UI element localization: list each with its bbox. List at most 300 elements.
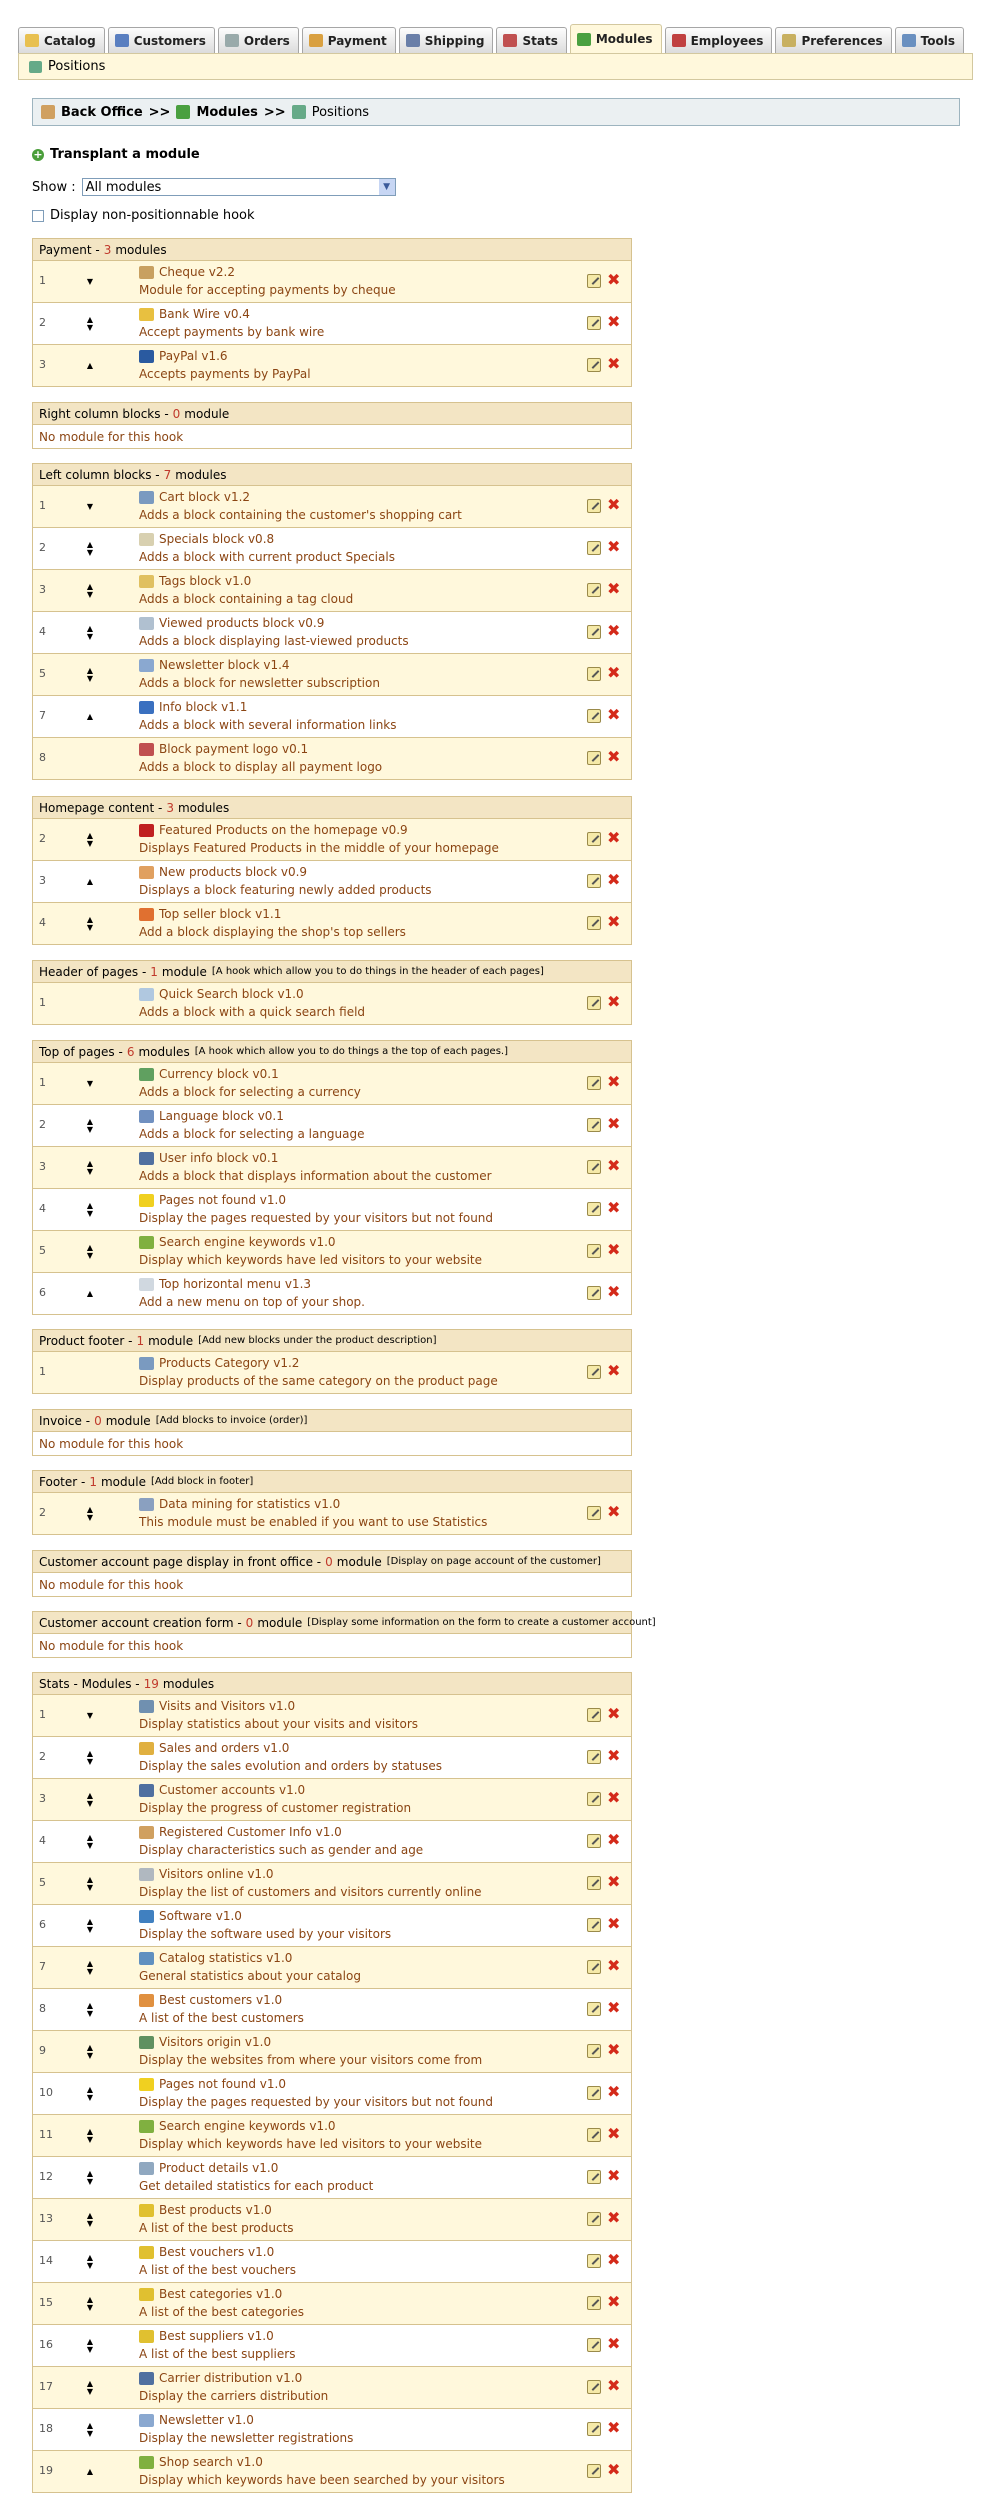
- tab-preferences[interactable]: [775, 27, 891, 53]
- module-row: [32, 2199, 632, 2241]
- tab-label: Customers: [133, 33, 206, 48]
- module-description: Adds a block that displays information about the customer: [139, 1169, 492, 1183]
- delete-icon[interactable]: ✖: [607, 2418, 621, 2437]
- edit-icon[interactable]: [587, 541, 601, 555]
- transplant-link[interactable]: [32, 147, 200, 162]
- move-down-icon[interactable]: ▼: [86, 1925, 94, 1934]
- move-up-icon[interactable]: ▲: [86, 1159, 94, 1168]
- move-up-icon[interactable]: ▲: [86, 831, 94, 840]
- module-row: [32, 2409, 632, 2451]
- move-arrows: [84, 2250, 96, 2274]
- move-down-icon[interactable]: ▼: [86, 2009, 94, 2018]
- edit-icon[interactable]: [587, 2338, 601, 2352]
- module-description: Adds a block with several information links: [139, 718, 397, 732]
- module-row: [32, 2031, 632, 2073]
- module-row: [32, 696, 632, 738]
- module-position: 8: [39, 2002, 46, 2015]
- visits-icon: [139, 1700, 154, 1713]
- bestsuppliers-icon: [139, 2330, 154, 2343]
- edit-icon[interactable]: [587, 1286, 601, 1300]
- delete-icon[interactable]: ✖: [607, 579, 621, 598]
- delete-icon[interactable]: ✖: [607, 270, 621, 289]
- move-up-icon[interactable]: ▲: [86, 315, 94, 324]
- move-up-icon[interactable]: ▲: [86, 1791, 94, 1800]
- move-arrows: [84, 1502, 96, 1526]
- edit-icon[interactable]: [587, 2212, 601, 2226]
- module-row: [32, 861, 632, 903]
- preferences-icon: [782, 34, 796, 47]
- payment-icon: [309, 34, 323, 47]
- module-name: Data mining for statistics v1.0: [159, 1497, 341, 1511]
- edit-icon[interactable]: [587, 874, 601, 888]
- hook-title-separator: -: [124, 1333, 133, 1348]
- move-down-icon[interactable]: ▼: [86, 2261, 94, 2270]
- tab-payment[interactable]: [302, 27, 396, 53]
- delete-icon[interactable]: ✖: [607, 2208, 621, 2227]
- move-arrows: [84, 1914, 96, 1938]
- edit-icon[interactable]: [587, 1506, 601, 1520]
- move-down-icon[interactable]: ▼: [86, 277, 94, 286]
- hook-section: [32, 1550, 632, 1597]
- move-down-icon[interactable]: ▼: [86, 2345, 94, 2354]
- move-up-icon[interactable]: ▲: [86, 1833, 94, 1842]
- edit-icon[interactable]: [587, 358, 601, 372]
- hook-module-count: 1: [150, 964, 158, 979]
- cart-icon: [139, 491, 154, 504]
- hook-description: [Add blocks to invoice (order)]: [155, 1415, 308, 1426]
- delete-icon[interactable]: ✖: [607, 747, 621, 766]
- tab-stats[interactable]: [496, 27, 566, 53]
- module-position: 1: [39, 499, 46, 512]
- move-down-icon[interactable]: ▼: [86, 1799, 94, 1808]
- delete-icon[interactable]: ✖: [607, 870, 621, 889]
- module-position: 5: [39, 1244, 46, 1257]
- move-down-icon[interactable]: ▼: [86, 839, 94, 848]
- module-name: Pages not found v1.0: [159, 2077, 286, 2091]
- move-down-icon[interactable]: ▼: [86, 2219, 94, 2228]
- move-up-icon[interactable]: ▲: [86, 1289, 94, 1298]
- move-arrows: [84, 2418, 96, 2442]
- move-up-icon[interactable]: ▲: [86, 712, 94, 721]
- delete-icon[interactable]: ✖: [607, 1072, 621, 1091]
- edit-icon[interactable]: [587, 583, 601, 597]
- delete-icon[interactable]: ✖: [607, 1361, 621, 1380]
- delete-icon[interactable]: ✖: [607, 663, 621, 682]
- delete-icon[interactable]: ✖: [607, 312, 621, 331]
- edit-icon[interactable]: [587, 1365, 601, 1379]
- module-description: A list of the best customers: [139, 2011, 304, 2025]
- employees-icon: [672, 34, 686, 47]
- delete-icon[interactable]: ✖: [607, 1914, 621, 1933]
- tab-orders[interactable]: [218, 27, 299, 53]
- hook-count-unit: module: [161, 964, 207, 979]
- breadcrumb-modules[interactable]: Modules: [196, 104, 258, 120]
- move-up-icon[interactable]: ▲: [86, 666, 94, 675]
- module-description: Display the progress of customer registration: [139, 1801, 412, 1815]
- move-down-icon[interactable]: ▼: [86, 1711, 94, 1720]
- delete-icon[interactable]: ✖: [607, 1788, 621, 1807]
- hook-count-unit: module: [148, 1333, 194, 1348]
- warning-icon: [139, 1194, 154, 1207]
- module-name: PayPal v1.6: [159, 349, 228, 363]
- move-up-icon[interactable]: ▲: [86, 1917, 94, 1926]
- hook-module-count: 6: [126, 1044, 135, 1059]
- edit-icon[interactable]: [587, 2002, 601, 2016]
- edit-icon[interactable]: [587, 1792, 601, 1806]
- move-down-icon[interactable]: ▼: [86, 1125, 94, 1134]
- module-description: Adds a block for newsletter subscription: [139, 676, 380, 690]
- module-name: New products block v0.9: [159, 865, 308, 879]
- delete-icon[interactable]: ✖: [607, 1282, 621, 1301]
- move-up-icon[interactable]: ▲: [86, 915, 94, 924]
- edit-icon[interactable]: [587, 1960, 601, 1974]
- subtab-positions[interactable]: Positions: [48, 59, 106, 74]
- module-name: Info block v1.1: [159, 700, 248, 714]
- hook-title-separator: -: [91, 242, 100, 257]
- edit-icon[interactable]: [587, 274, 601, 288]
- nonpos-hook-checkbox[interactable]: [32, 210, 44, 222]
- edit-icon[interactable]: [587, 1118, 601, 1132]
- module-name: Cart block v1.2: [159, 490, 251, 504]
- edit-icon[interactable]: [587, 2128, 601, 2142]
- tab-customers[interactable]: [108, 27, 215, 53]
- edit-icon[interactable]: [587, 916, 601, 930]
- move-down-icon[interactable]: ▼: [86, 1167, 94, 1176]
- move-down-icon[interactable]: ▼: [86, 502, 94, 511]
- move-up-icon[interactable]: ▲: [86, 2253, 94, 2262]
- move-arrows: [84, 312, 96, 336]
- edit-icon[interactable]: [587, 667, 601, 681]
- module-row: [32, 528, 632, 570]
- edit-icon[interactable]: [587, 1076, 601, 1090]
- edit-icon[interactable]: [587, 751, 601, 765]
- module-row: [32, 903, 632, 945]
- show-label: Show :: [32, 179, 76, 195]
- breadcrumb-current: Positions: [311, 104, 370, 120]
- move-up-icon[interactable]: ▲: [86, 2379, 94, 2388]
- edit-icon[interactable]: [587, 996, 601, 1010]
- tab-shipping[interactable]: [399, 27, 494, 53]
- delete-icon[interactable]: ✖: [607, 1830, 621, 1849]
- move-up-icon[interactable]: ▲: [86, 1875, 94, 1884]
- move-down-icon[interactable]: ▼: [86, 323, 94, 332]
- move-up-icon[interactable]: ▲: [86, 2421, 94, 2430]
- hook-module-count: 0: [172, 406, 181, 421]
- move-down-icon[interactable]: ▼: [86, 2135, 94, 2144]
- module-row: [32, 1695, 632, 1737]
- delete-icon[interactable]: ✖: [607, 621, 621, 640]
- move-arrows: [84, 1788, 96, 1812]
- delete-icon[interactable]: ✖: [607, 2376, 621, 2395]
- module-name: Shop search v1.0: [159, 2455, 263, 2469]
- module-name: Search engine keywords v1.0: [159, 2119, 336, 2133]
- edit-icon[interactable]: [587, 1160, 601, 1174]
- show-filter: [32, 178, 396, 196]
- positions-icon: [29, 61, 42, 73]
- move-down-icon[interactable]: ▼: [86, 2093, 94, 2102]
- module-description: Adds a block with current product Specials: [139, 550, 395, 564]
- nonpos-hook-label: Display non-positionnable hook: [50, 208, 255, 223]
- edit-icon[interactable]: [587, 2380, 601, 2394]
- move-down-icon[interactable]: ▼: [86, 2177, 94, 2186]
- category-icon: [139, 1357, 154, 1370]
- language-icon: [139, 1110, 154, 1123]
- edit-icon[interactable]: [587, 2464, 601, 2478]
- edit-icon[interactable]: [587, 2170, 601, 2184]
- move-up-icon[interactable]: ▲: [86, 540, 94, 549]
- edit-icon[interactable]: [587, 1708, 601, 1722]
- move-down-icon[interactable]: ▼: [86, 1757, 94, 1766]
- move-down-icon[interactable]: ▼: [86, 2387, 94, 2396]
- module-position: 2: [39, 316, 46, 329]
- move-down-icon[interactable]: ▼: [86, 1251, 94, 1260]
- newsletter-icon: [139, 659, 154, 672]
- move-down-icon[interactable]: ▼: [86, 1209, 94, 1218]
- chevron-down-icon: ▼: [379, 179, 395, 195]
- delete-icon[interactable]: ✖: [607, 2334, 621, 2353]
- module-description: Adds a block displaying last-viewed products: [139, 634, 409, 648]
- module-position: 1: [39, 1365, 46, 1378]
- move-up-icon[interactable]: ▲: [86, 2085, 94, 2094]
- hook-title: Right column blocks: [39, 406, 161, 421]
- delete-icon[interactable]: ✖: [607, 1114, 621, 1133]
- bestcategories-icon: [139, 2288, 154, 2301]
- module-position: 2: [39, 1506, 46, 1519]
- move-up-icon[interactable]: ▲: [86, 2043, 94, 2052]
- module-row: [32, 2283, 632, 2325]
- edit-icon[interactable]: [587, 1244, 601, 1258]
- edit-icon[interactable]: [587, 709, 601, 723]
- move-up-icon[interactable]: ▲: [86, 2169, 94, 2178]
- edit-icon[interactable]: [587, 2422, 601, 2436]
- move-up-icon[interactable]: ▲: [86, 1117, 94, 1126]
- delete-icon[interactable]: ✖: [607, 2040, 621, 2059]
- move-down-icon[interactable]: ▼: [86, 1513, 94, 1522]
- edit-icon[interactable]: [587, 1202, 601, 1216]
- module-name: Products Category v1.2: [159, 1356, 300, 1370]
- module-row: [32, 1905, 632, 1947]
- move-down-icon[interactable]: ▼: [86, 2429, 94, 2438]
- module-name: Carrier distribution v1.0: [159, 2371, 303, 2385]
- move-up-icon[interactable]: ▲: [86, 582, 94, 591]
- productdetails-icon: [139, 2162, 154, 2175]
- move-down-icon[interactable]: ▼: [86, 632, 94, 641]
- tab-tools[interactable]: [895, 27, 964, 53]
- move-arrows: [84, 870, 96, 894]
- hook-module-count: 3: [103, 242, 112, 257]
- module-description: Adds a block with a quick search field: [139, 1005, 366, 1019]
- breadcrumb-separator: >>: [148, 104, 171, 120]
- module-description: Display the sales evolution and orders by statuses: [139, 1759, 443, 1773]
- tab-label: Orders: [243, 33, 290, 48]
- topseller-icon: [139, 908, 154, 921]
- delete-icon[interactable]: ✖: [607, 2292, 621, 2311]
- delete-icon[interactable]: ✖: [607, 705, 621, 724]
- hook-title: Homepage content: [39, 800, 155, 815]
- delete-icon[interactable]: ✖: [607, 354, 621, 373]
- software-icon: [139, 1910, 154, 1923]
- hook-count-unit: module: [105, 1413, 151, 1428]
- delete-icon[interactable]: ✖: [607, 912, 621, 931]
- module-row: [32, 2451, 632, 2493]
- tab-employees[interactable]: [665, 27, 773, 53]
- module-description: Display statistics about your visits and visitors: [139, 1717, 419, 1731]
- hook-header: [32, 463, 632, 486]
- move-up-icon[interactable]: ▲: [86, 2295, 94, 2304]
- module-name: Language block v0.1: [159, 1109, 284, 1123]
- hook-section: [32, 1040, 632, 1315]
- move-down-icon[interactable]: ▼: [86, 548, 94, 557]
- delete-icon[interactable]: ✖: [607, 828, 621, 847]
- edit-icon[interactable]: [587, 1750, 601, 1764]
- module-description: Display which keywords have led visitors to your website: [139, 1253, 483, 1267]
- delete-icon[interactable]: ✖: [607, 1156, 621, 1175]
- delete-icon[interactable]: ✖: [607, 537, 621, 556]
- tab-label: Tools: [920, 33, 956, 48]
- move-up-icon[interactable]: ▲: [86, 1243, 94, 1252]
- edit-icon[interactable]: [587, 2296, 601, 2310]
- bestproducts-icon: [139, 2204, 154, 2217]
- module-position: 14: [39, 2254, 53, 2267]
- move-up-icon[interactable]: ▲: [86, 2211, 94, 2220]
- move-arrows: [84, 705, 96, 729]
- module-row: [32, 612, 632, 654]
- hook-header: [32, 960, 632, 983]
- menu-icon: [139, 1278, 154, 1291]
- delete-icon[interactable]: ✖: [607, 2460, 621, 2479]
- newsletter-icon: [139, 2414, 154, 2427]
- module-description: Get detailed statistics for each product: [139, 2179, 374, 2193]
- module-row: [32, 1063, 632, 1105]
- module-row: [32, 1273, 632, 1315]
- delete-icon[interactable]: ✖: [607, 1704, 621, 1723]
- delete-icon[interactable]: ✖: [607, 1872, 621, 1891]
- hook-section: [32, 960, 632, 1025]
- hook-section: [32, 1611, 656, 1658]
- hook-module-count: 1: [136, 1333, 145, 1348]
- carrier-icon: [139, 2372, 154, 2385]
- hook-title: Top of pages: [39, 1044, 115, 1059]
- positions-icon: [292, 105, 306, 119]
- hook-description: [Add block in footer]: [150, 1476, 254, 1487]
- move-up-icon[interactable]: ▲: [86, 2127, 94, 2136]
- module-position: 5: [39, 667, 46, 680]
- module-row: [32, 1863, 632, 1905]
- edit-icon[interactable]: [587, 2086, 601, 2100]
- move-arrows: [84, 1282, 96, 1306]
- move-down-icon[interactable]: ▼: [86, 590, 94, 599]
- folder-icon: [25, 34, 39, 47]
- edit-icon[interactable]: [587, 1876, 601, 1890]
- hook-module-count: 7: [163, 467, 172, 482]
- move-up-icon[interactable]: ▲: [86, 2467, 94, 2476]
- empty-hook-message: No module for this hook: [32, 1432, 632, 1456]
- move-arrows: [84, 1072, 96, 1096]
- shopsearch-icon: [139, 2456, 154, 2469]
- move-arrows: [84, 579, 96, 603]
- edit-icon[interactable]: [587, 2044, 601, 2058]
- move-up-icon[interactable]: ▲: [86, 1505, 94, 1514]
- delete-icon[interactable]: ✖: [607, 992, 621, 1011]
- module-description: Display the carriers distribution: [139, 2389, 329, 2403]
- delete-icon[interactable]: ✖: [607, 1240, 621, 1259]
- module-name: Best customers v1.0: [159, 1993, 283, 2007]
- move-down-icon[interactable]: ▼: [86, 674, 94, 683]
- move-up-icon[interactable]: ▲: [86, 877, 94, 886]
- module-filter-value: All modules: [85, 179, 162, 195]
- move-down-icon[interactable]: ▼: [86, 1967, 94, 1976]
- tab-catalog[interactable]: [18, 27, 105, 53]
- breadcrumb-backoffice[interactable]: Back Office: [61, 104, 143, 120]
- hook-title: Customer account creation form: [39, 1615, 234, 1630]
- move-up-icon[interactable]: ▲: [86, 2001, 94, 2010]
- move-down-icon[interactable]: ▼: [86, 1079, 94, 1088]
- delete-icon[interactable]: ✖: [607, 1998, 621, 2017]
- move-up-icon[interactable]: ▲: [86, 1749, 94, 1758]
- hook-description: [A hook which allow you to do things in the header of each pages]: [211, 966, 544, 977]
- delete-icon[interactable]: ✖: [607, 2124, 621, 2143]
- delete-icon[interactable]: ✖: [607, 1198, 621, 1217]
- module-position: 3: [39, 1160, 46, 1173]
- edit-icon[interactable]: [587, 625, 601, 639]
- delete-icon[interactable]: ✖: [607, 1502, 621, 1521]
- move-down-icon[interactable]: ▼: [86, 2051, 94, 2060]
- delete-icon[interactable]: ✖: [607, 495, 621, 514]
- online-icon: [139, 1868, 154, 1881]
- move-up-icon[interactable]: ▲: [86, 361, 94, 370]
- hook-title: Product footer: [39, 1333, 125, 1348]
- edit-icon[interactable]: [587, 1834, 601, 1848]
- module-description: A list of the best products: [139, 2221, 294, 2235]
- module-position: 7: [39, 1960, 46, 1973]
- module-name: Bank Wire v0.4: [159, 307, 250, 321]
- move-down-icon[interactable]: ▼: [86, 2303, 94, 2312]
- hook-module-count: 1: [89, 1474, 97, 1489]
- delete-icon[interactable]: ✖: [607, 2250, 621, 2269]
- module-row: [32, 345, 632, 387]
- move-down-icon[interactable]: ▼: [86, 923, 94, 932]
- move-up-icon[interactable]: ▲: [86, 2337, 94, 2346]
- accounts-icon: [139, 1784, 154, 1797]
- delete-icon[interactable]: ✖: [607, 1956, 621, 1975]
- module-name: Sales and orders v1.0: [159, 1741, 290, 1755]
- move-up-icon[interactable]: ▲: [86, 1201, 94, 1210]
- move-up-icon[interactable]: ▲: [86, 1959, 94, 1968]
- module-row: [32, 2115, 632, 2157]
- move-up-icon[interactable]: ▲: [86, 624, 94, 633]
- move-down-icon[interactable]: ▼: [86, 1841, 94, 1850]
- move-down-icon[interactable]: ▼: [86, 1883, 94, 1892]
- edit-icon[interactable]: [587, 316, 601, 330]
- edit-icon[interactable]: [587, 1918, 601, 1932]
- delete-icon[interactable]: ✖: [607, 1746, 621, 1765]
- module-filter-select[interactable]: [82, 178, 396, 196]
- edit-icon[interactable]: [587, 499, 601, 513]
- module-position: 4: [39, 1202, 46, 1215]
- delete-icon[interactable]: ✖: [607, 2166, 621, 2185]
- edit-icon[interactable]: [587, 2254, 601, 2268]
- tab-modules[interactable]: [570, 24, 662, 53]
- module-row: [32, 1189, 632, 1231]
- module-name: Visitors origin v1.0: [159, 2035, 272, 2049]
- delete-icon[interactable]: ✖: [607, 2082, 621, 2101]
- module-row: [32, 983, 632, 1025]
- hook-count-unit: modules: [138, 1044, 190, 1059]
- move-arrows: [84, 537, 96, 561]
- module-name: Newsletter block v1.4: [159, 658, 290, 672]
- module-row: [32, 2157, 632, 2199]
- edit-icon[interactable]: [587, 832, 601, 846]
